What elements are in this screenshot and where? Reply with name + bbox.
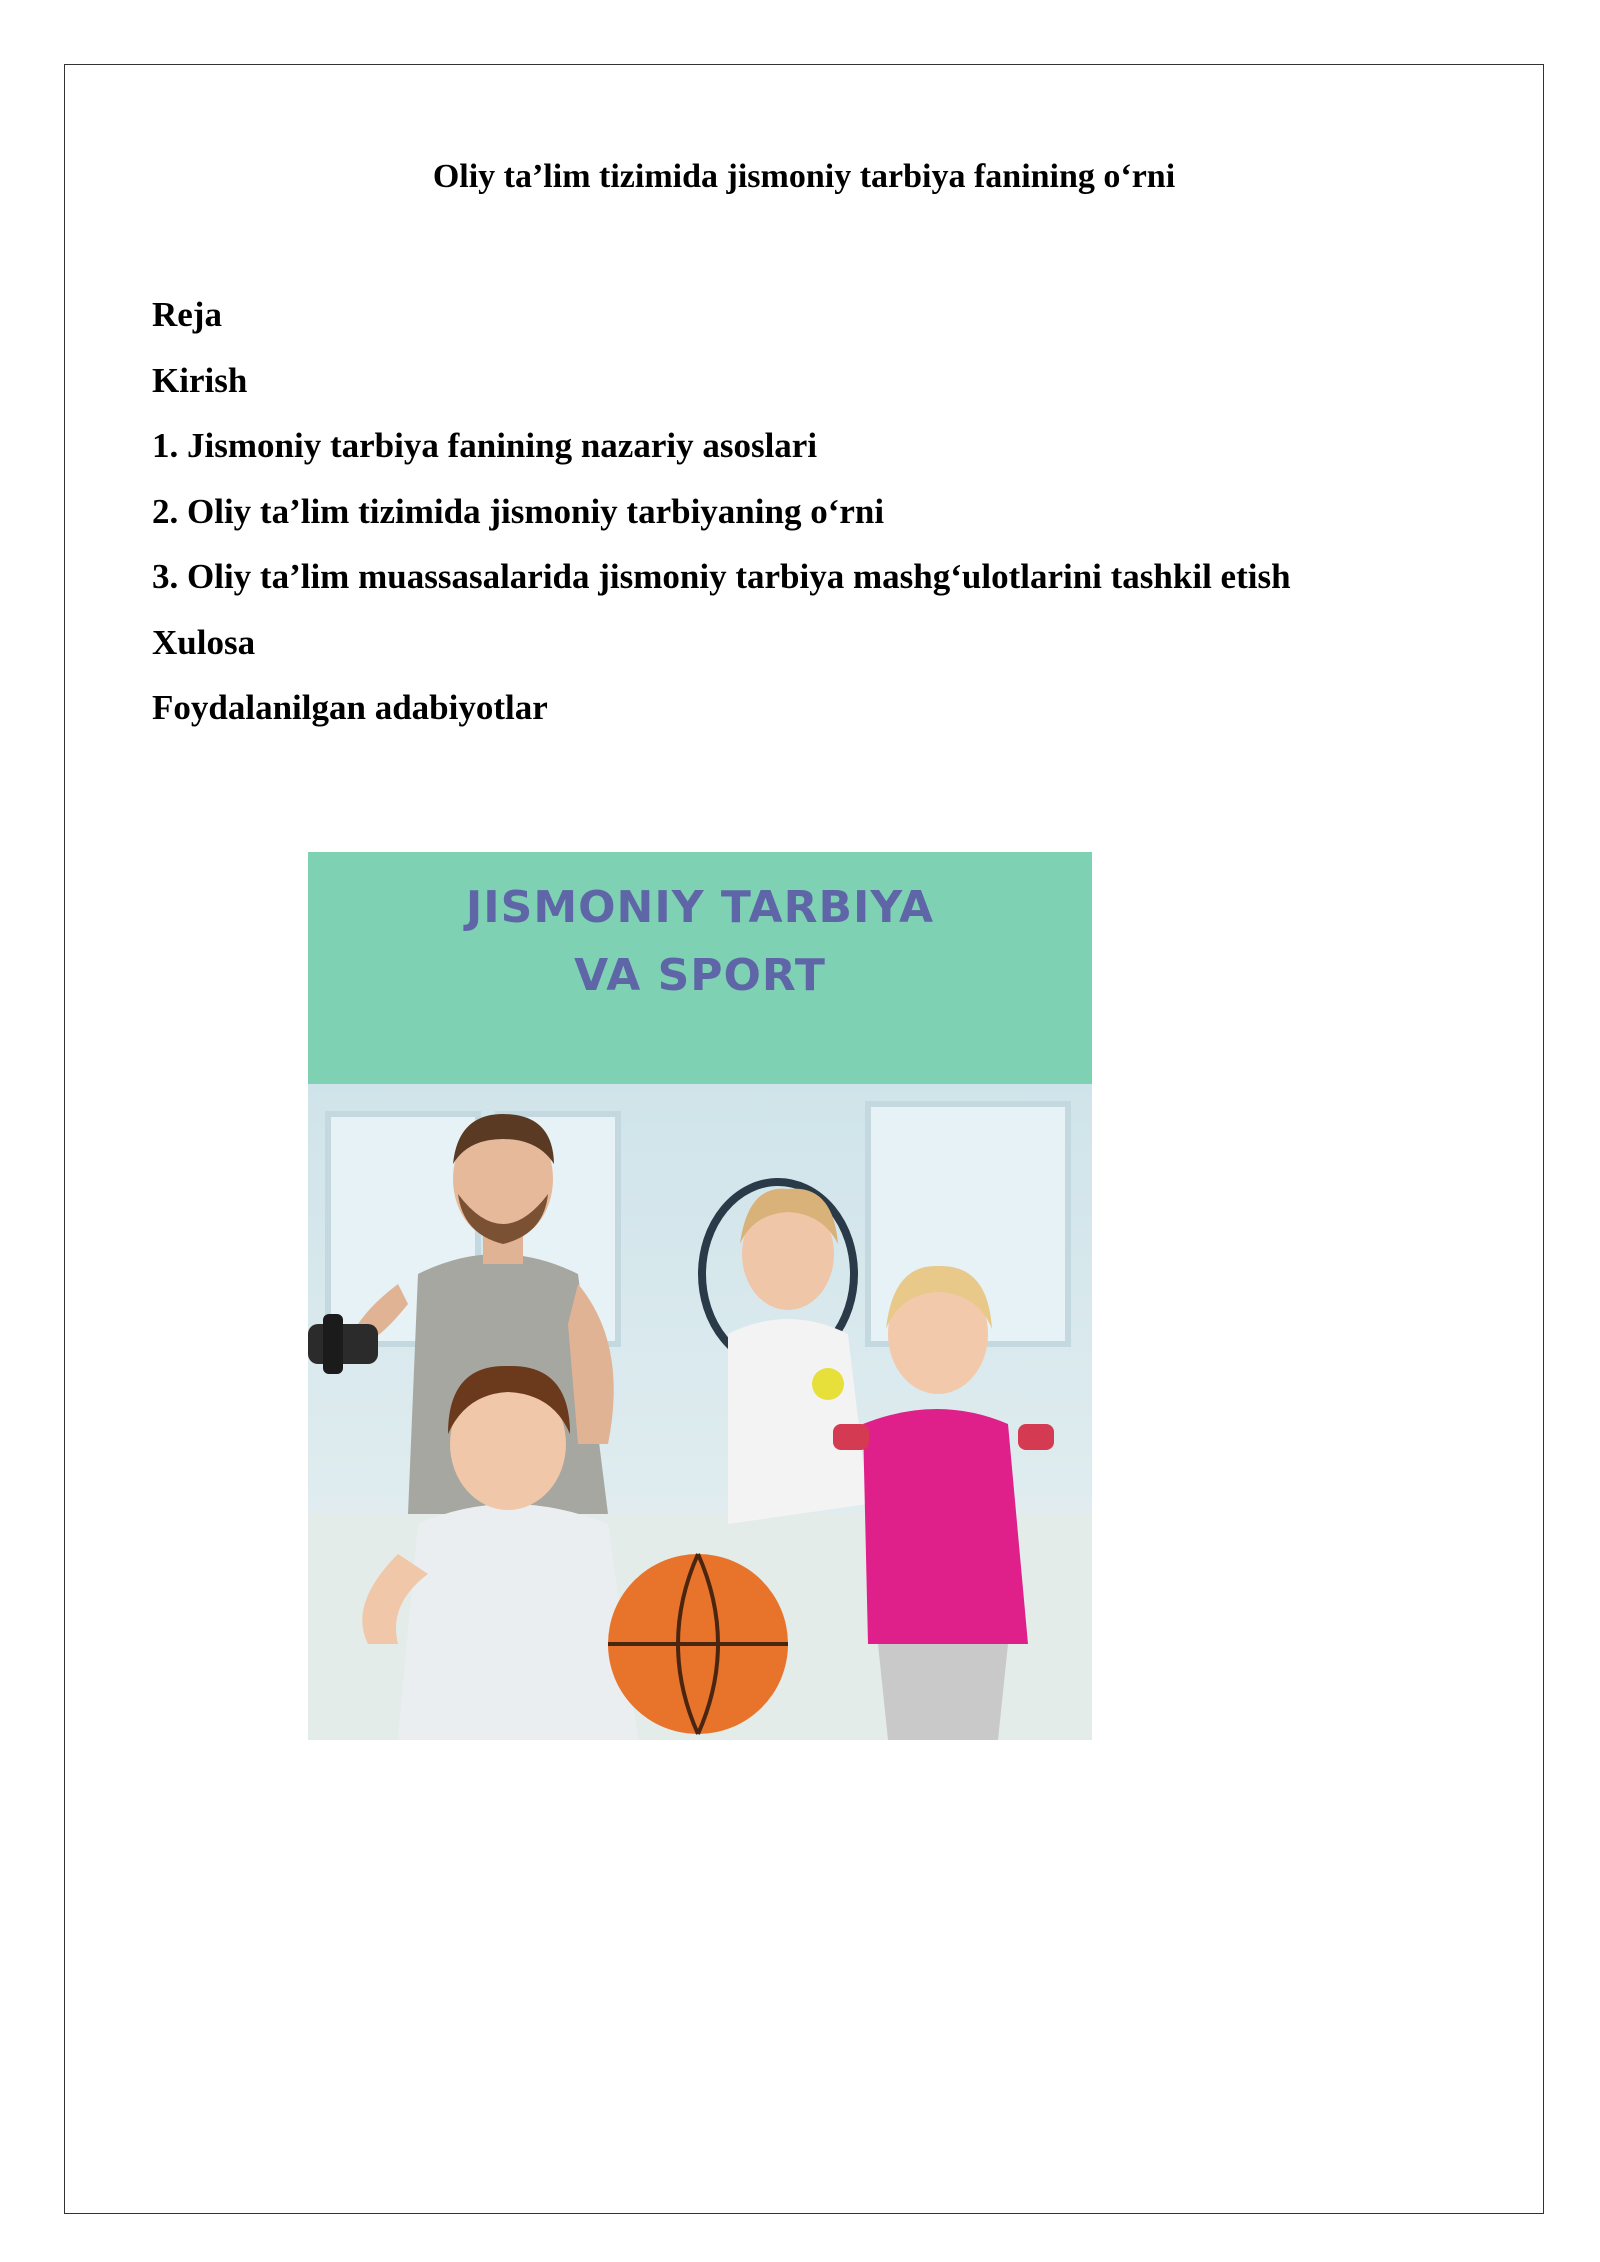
document-title: Oliy ta’lim tizimida jismoniy tarbiya fanining o‘rni: [432, 158, 1176, 195]
outline-item-conclusion: Xulosa: [152, 622, 256, 662]
cover-title-line1: JISMONIY TARBIYA: [465, 882, 935, 933]
plan-outline: [152, 282, 1291, 741]
outline-item-3: 3. Oliy ta’lim muassasalarida jismoniy tarbiya mashg‘ulotlarini tashkil etish: [152, 557, 1291, 596]
outline-item-intro: Kirish: [152, 360, 248, 400]
cover-image: [308, 852, 1092, 1740]
family-sports-photo: [308, 1084, 1092, 1740]
outline-item-1: 1. Jismoniy tarbiya fanining nazariy asoslari: [152, 426, 818, 465]
outline-heading: Reja: [152, 295, 222, 334]
cover-title-line2: VA SPORT: [574, 950, 826, 1001]
outline-item-2: 2. Oliy ta’lim tizimida jismoniy tarbiyaning o‘rni: [152, 491, 885, 531]
outline-item-references: Foydalanilgan adabiyotlar: [152, 688, 548, 727]
